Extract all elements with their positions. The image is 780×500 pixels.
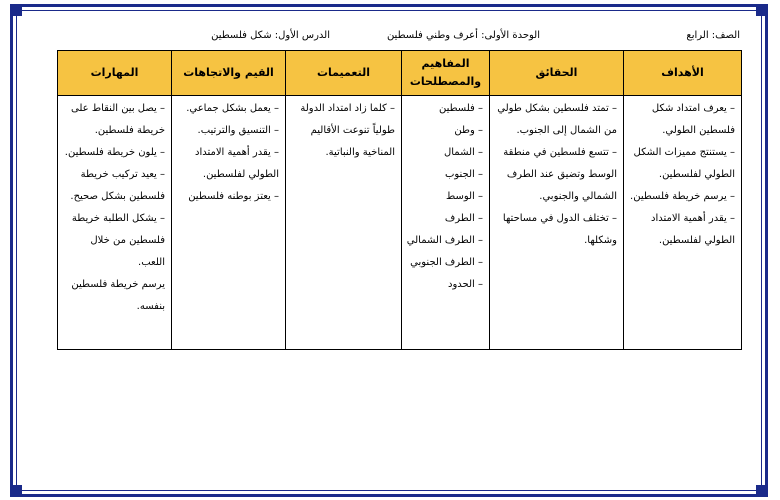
list-item: – كلما زاد امتداد الدولة <box>300 103 395 114</box>
corner-ornament <box>12 485 22 495</box>
header-generalizations: التعميمات <box>286 51 402 96</box>
facts-cell <box>490 96 624 350</box>
list-item: – التنسيق والترتيب. <box>197 125 279 136</box>
list-item: – يستنتج مميزات الشكل <box>633 147 735 158</box>
list-item: – تتسع فلسطين في منطقة <box>503 147 617 158</box>
skills-cell <box>58 96 172 350</box>
list-item: اللعب. <box>138 257 165 268</box>
grade-label: الصف: الرابع <box>686 30 740 41</box>
header-facts: الحقائق <box>490 51 624 96</box>
list-item: الطولي لفلسطين. <box>658 169 735 180</box>
list-item: – الجنوب <box>444 169 483 180</box>
list-item: – فلسطين <box>438 103 483 114</box>
list-item: – الوسط <box>445 191 483 202</box>
lesson-header <box>60 30 740 46</box>
lesson-plan-table <box>57 50 742 350</box>
header-concepts: المفاهيم والمصطلحات <box>402 51 490 96</box>
objectives-cell <box>624 96 742 350</box>
list-item: – الشمال <box>443 147 483 158</box>
unit-label: الوحدة الأولى: أعرف وطني فلسطين <box>386 30 540 41</box>
list-item: فلسطين الطولي. <box>662 125 735 136</box>
list-item: – تمتد فلسطين بشكل طولي <box>497 103 617 114</box>
concepts-cell <box>402 96 490 350</box>
list-item: يرسم خريطة فلسطين <box>71 279 165 290</box>
list-item: – الطرف الشمالي <box>406 235 483 246</box>
list-item: – يرسم خريطة فلسطين. <box>630 191 735 202</box>
list-item: الوسط وتضيق عند الطرف <box>506 169 617 180</box>
header-values: القيم والاتجاهات <box>172 51 286 96</box>
list-item: وشكلها. <box>584 235 617 246</box>
list-item: الشمالي والجنوبي. <box>539 191 617 202</box>
list-item: – الطرف <box>444 213 483 224</box>
list-item: – يعرف امتداد شكل <box>651 103 735 114</box>
list-item: طولياً تنوعت الأقاليم <box>310 125 395 136</box>
list-item: الطولي لفلسطين. <box>658 235 735 246</box>
list-item: – يعمل بشكل جماعي. <box>186 103 279 114</box>
corner-ornament <box>756 6 766 16</box>
list-item: الطولي لفلسطين. <box>202 169 279 180</box>
list-item: من الشمال إلى الجنوب. <box>516 125 617 136</box>
list-item: – يشكل الطلبة خريطة <box>71 213 165 224</box>
header-objectives: الأهداف <box>624 51 742 96</box>
list-item: – يقدر أهمية الامتداد <box>650 213 735 224</box>
list-item: – وطن <box>454 125 483 136</box>
table-header-row <box>58 51 742 96</box>
header-skills: المهارات <box>58 51 172 96</box>
list-item: خريطة فلسطين. <box>94 125 165 136</box>
list-item: – الطرف الجنوبي <box>410 257 483 268</box>
corner-ornament <box>12 6 22 16</box>
list-item: – يصل بين النقاط على <box>71 103 165 114</box>
list-item: فلسطين بشكل صحيح. <box>70 191 165 202</box>
list-item: – يلون خريطة فلسطين. <box>64 147 165 158</box>
list-item: – الحدود <box>448 279 483 290</box>
list-item: فلسطين من خلال <box>90 235 165 246</box>
table-row <box>58 96 742 350</box>
list-item: بنفسه. <box>136 301 165 312</box>
list-item: – يعتز بوطنه فلسطين <box>188 191 279 202</box>
list-item: المناخية والنباتية. <box>325 147 395 158</box>
corner-ornament <box>756 485 766 495</box>
generalizations-cell <box>286 96 402 350</box>
list-item: – يعيد تركيب خريطة <box>80 169 165 180</box>
list-item: – تختلف الدول في مساحتها <box>502 213 617 224</box>
lesson-label: الدرس الأول: شكل فلسطين <box>211 30 330 41</box>
values-cell <box>172 96 286 350</box>
list-item: – يقدر أهمية الامتداد <box>194 147 279 158</box>
